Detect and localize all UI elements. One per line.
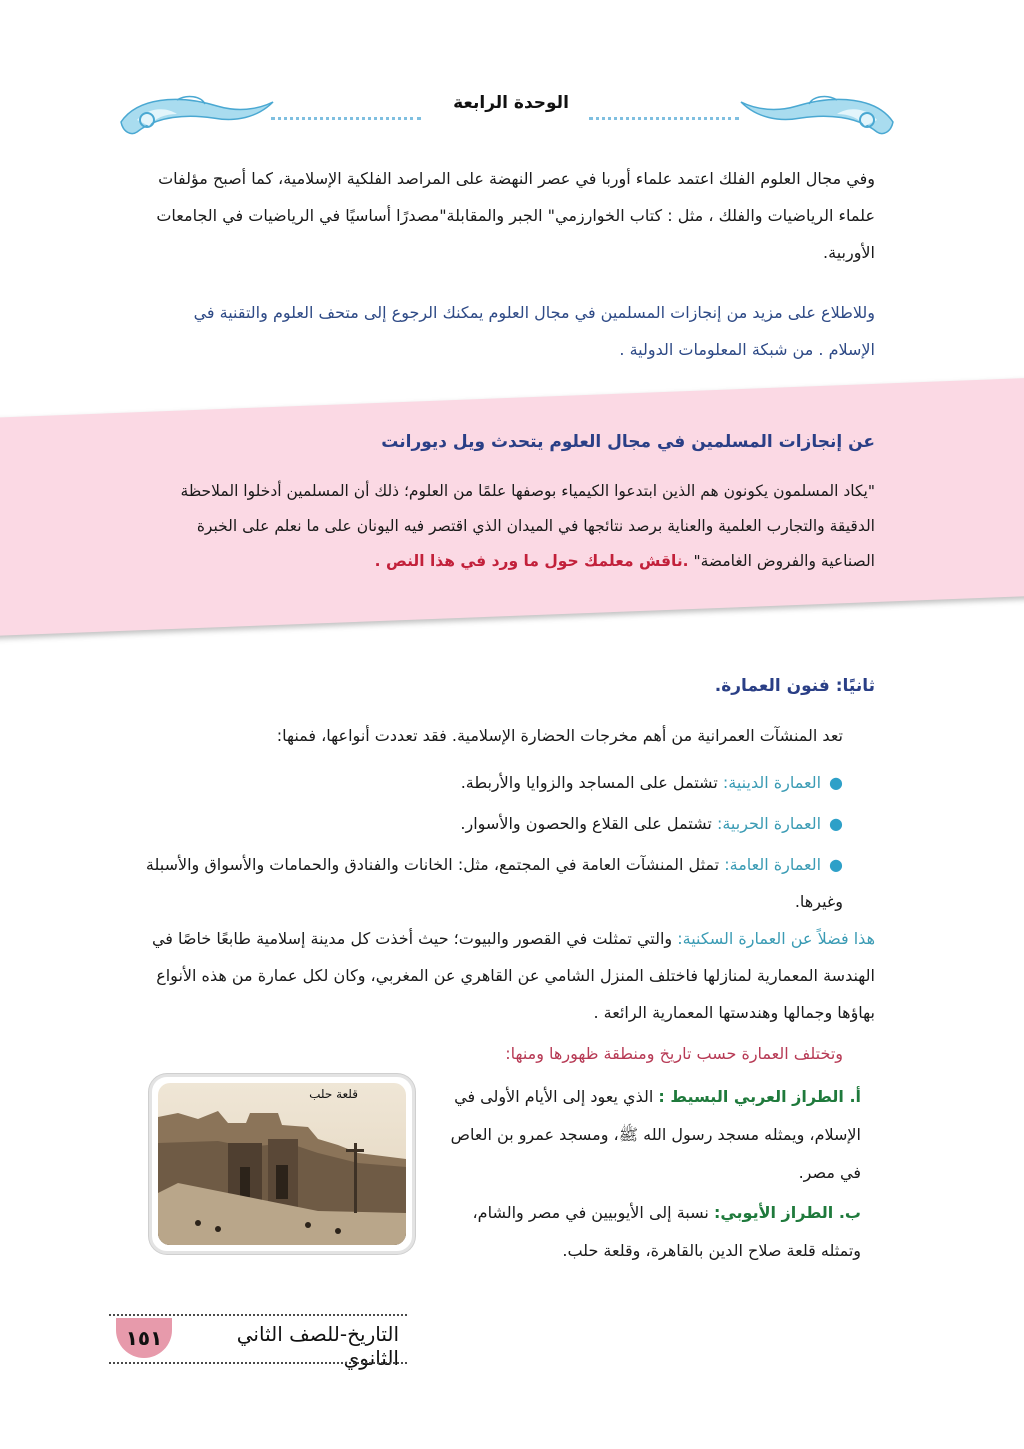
style-b-term: ب. الطراز الأيوبي: xyxy=(714,1203,862,1222)
bullet-list xyxy=(144,764,844,920)
architecture-intro: تعد المنشآت العمرانية من أهم مخرجات الحضارة الإسلامية. فقد تعددت أنواعها، فمنها: xyxy=(277,726,844,745)
residential-term: هذا فضلاً عن العمارة السكنية: xyxy=(678,929,876,948)
footer-dots-bottom xyxy=(110,1362,408,1364)
style-a-text: الذي يعود إلى الأيام الأولى في الإسلام، ويمثله مسجد رسول الله ﷺ، ومسجد عمرو بن العاص في مصر. xyxy=(451,1087,862,1182)
header-ornament-right xyxy=(740,92,898,142)
aleppo-citadel-photo xyxy=(150,1074,416,1254)
residential-text: والتي تمثلت في القصور والبيوت؛ حيث أخذت كل مدينة إسلامية طابعًا خاصًا في الهندسة المعمارية لمنازلها فاختلف المنزل الشامي عن القاهري عن المغربي، وكان لكل عمارة من هذه الأنواع بهاؤها وجمالها وهندستها المعمارية الرائعة . xyxy=(152,929,876,1022)
quote-box-text xyxy=(146,474,876,579)
bullet-term: العمارة الحربية: xyxy=(717,814,823,833)
style-b xyxy=(432,1194,862,1270)
residential-paragraph xyxy=(146,920,876,1031)
list-item xyxy=(144,764,844,801)
bullet-text: تشتمل على المساجد والزوايا والأربطة. xyxy=(461,773,719,792)
image-caption: قلعة حلب xyxy=(310,1087,359,1101)
section-title: ثانيًا: فنون العمارة. xyxy=(715,676,876,696)
bullet-term: العمارة العامة: xyxy=(725,855,823,874)
quote-heading: عن إنجازات المسلمين في مجال العلوم يتحدث ويل ديورانت xyxy=(382,432,876,452)
bullet-icon: ● xyxy=(830,855,844,874)
quote-text: "يكاد المسلمون يكونون هم الذين ابتدعوا الكيمياء بوصفها علمًا من العلوم؛ ذلك أن المسلمين أدخلوا الملاحظة الدقيقة والتجارب العلمية والعناية برصد نتائجها في الميدان الذي اقتصر فيه اليونان على ما نعلم على الخبرة الصناعية والفروض الغامضة" xyxy=(181,482,876,570)
bullet-icon: ● xyxy=(830,773,844,792)
quote-task: .ناقش معلمك حول ما ورد في هذا النص . xyxy=(375,552,690,570)
list-item xyxy=(144,846,844,920)
citadel-illustration xyxy=(159,1083,407,1245)
unit-title: الوحدة الرابعة xyxy=(454,93,570,113)
book-title: التاريخ-للصف الثاني الثانوي xyxy=(237,1322,400,1370)
more-info-paragraph: وللاطلاع على مزيد من إنجازات المسلمين في مجال العلوم يمكنك الرجوع إلى متحف العلوم والتقنية في الإسلام . من شبكة المعلومات الدولية . xyxy=(194,303,876,359)
bullet-term: العمارة الدينية: xyxy=(723,773,823,792)
bullet-text: تشتمل على القلاع والحصون والأسوار. xyxy=(461,814,713,833)
header-dots-right xyxy=(590,117,740,120)
intro-paragraph: وفي مجال العلوم الفلك اعتمد علماء أوربا في عصر النهضة على المراصد الفلكية الإسلامية، كما أصبح مؤلفات علماء الرياضيات والفلك ، مثل : كتاب الخوارزمي" الجبر والمقابلة"مصدرًا أساسيًا في الرياضيات في الجامعات الأوربية. xyxy=(157,169,876,262)
footer-dots-top xyxy=(110,1314,408,1316)
list-item xyxy=(144,805,844,842)
citadel-image xyxy=(159,1083,407,1245)
style-a xyxy=(432,1078,862,1192)
header-dots-left xyxy=(272,117,422,120)
styles-intro: وتختلف العمارة حسب تاريخ ومنطقة ظهورها ومنها: xyxy=(506,1044,844,1063)
bullet-text: تمثل المنشآت العامة في المجتمع، مثل: الخانات والفنادق والحمامات والأسواق والأسبلة وغيرها. xyxy=(146,855,844,911)
bullet-icon: ● xyxy=(830,814,844,833)
style-a-term: أ. الطراز العربي البسيط : xyxy=(659,1087,862,1106)
style-b-text: نسبة إلى الأيوبيين في مصر والشام، وتمثله قلعة صلاح الدين بالقاهرة، وقلعة حلب. xyxy=(473,1203,862,1260)
page-number: ١٥١ xyxy=(117,1318,173,1358)
